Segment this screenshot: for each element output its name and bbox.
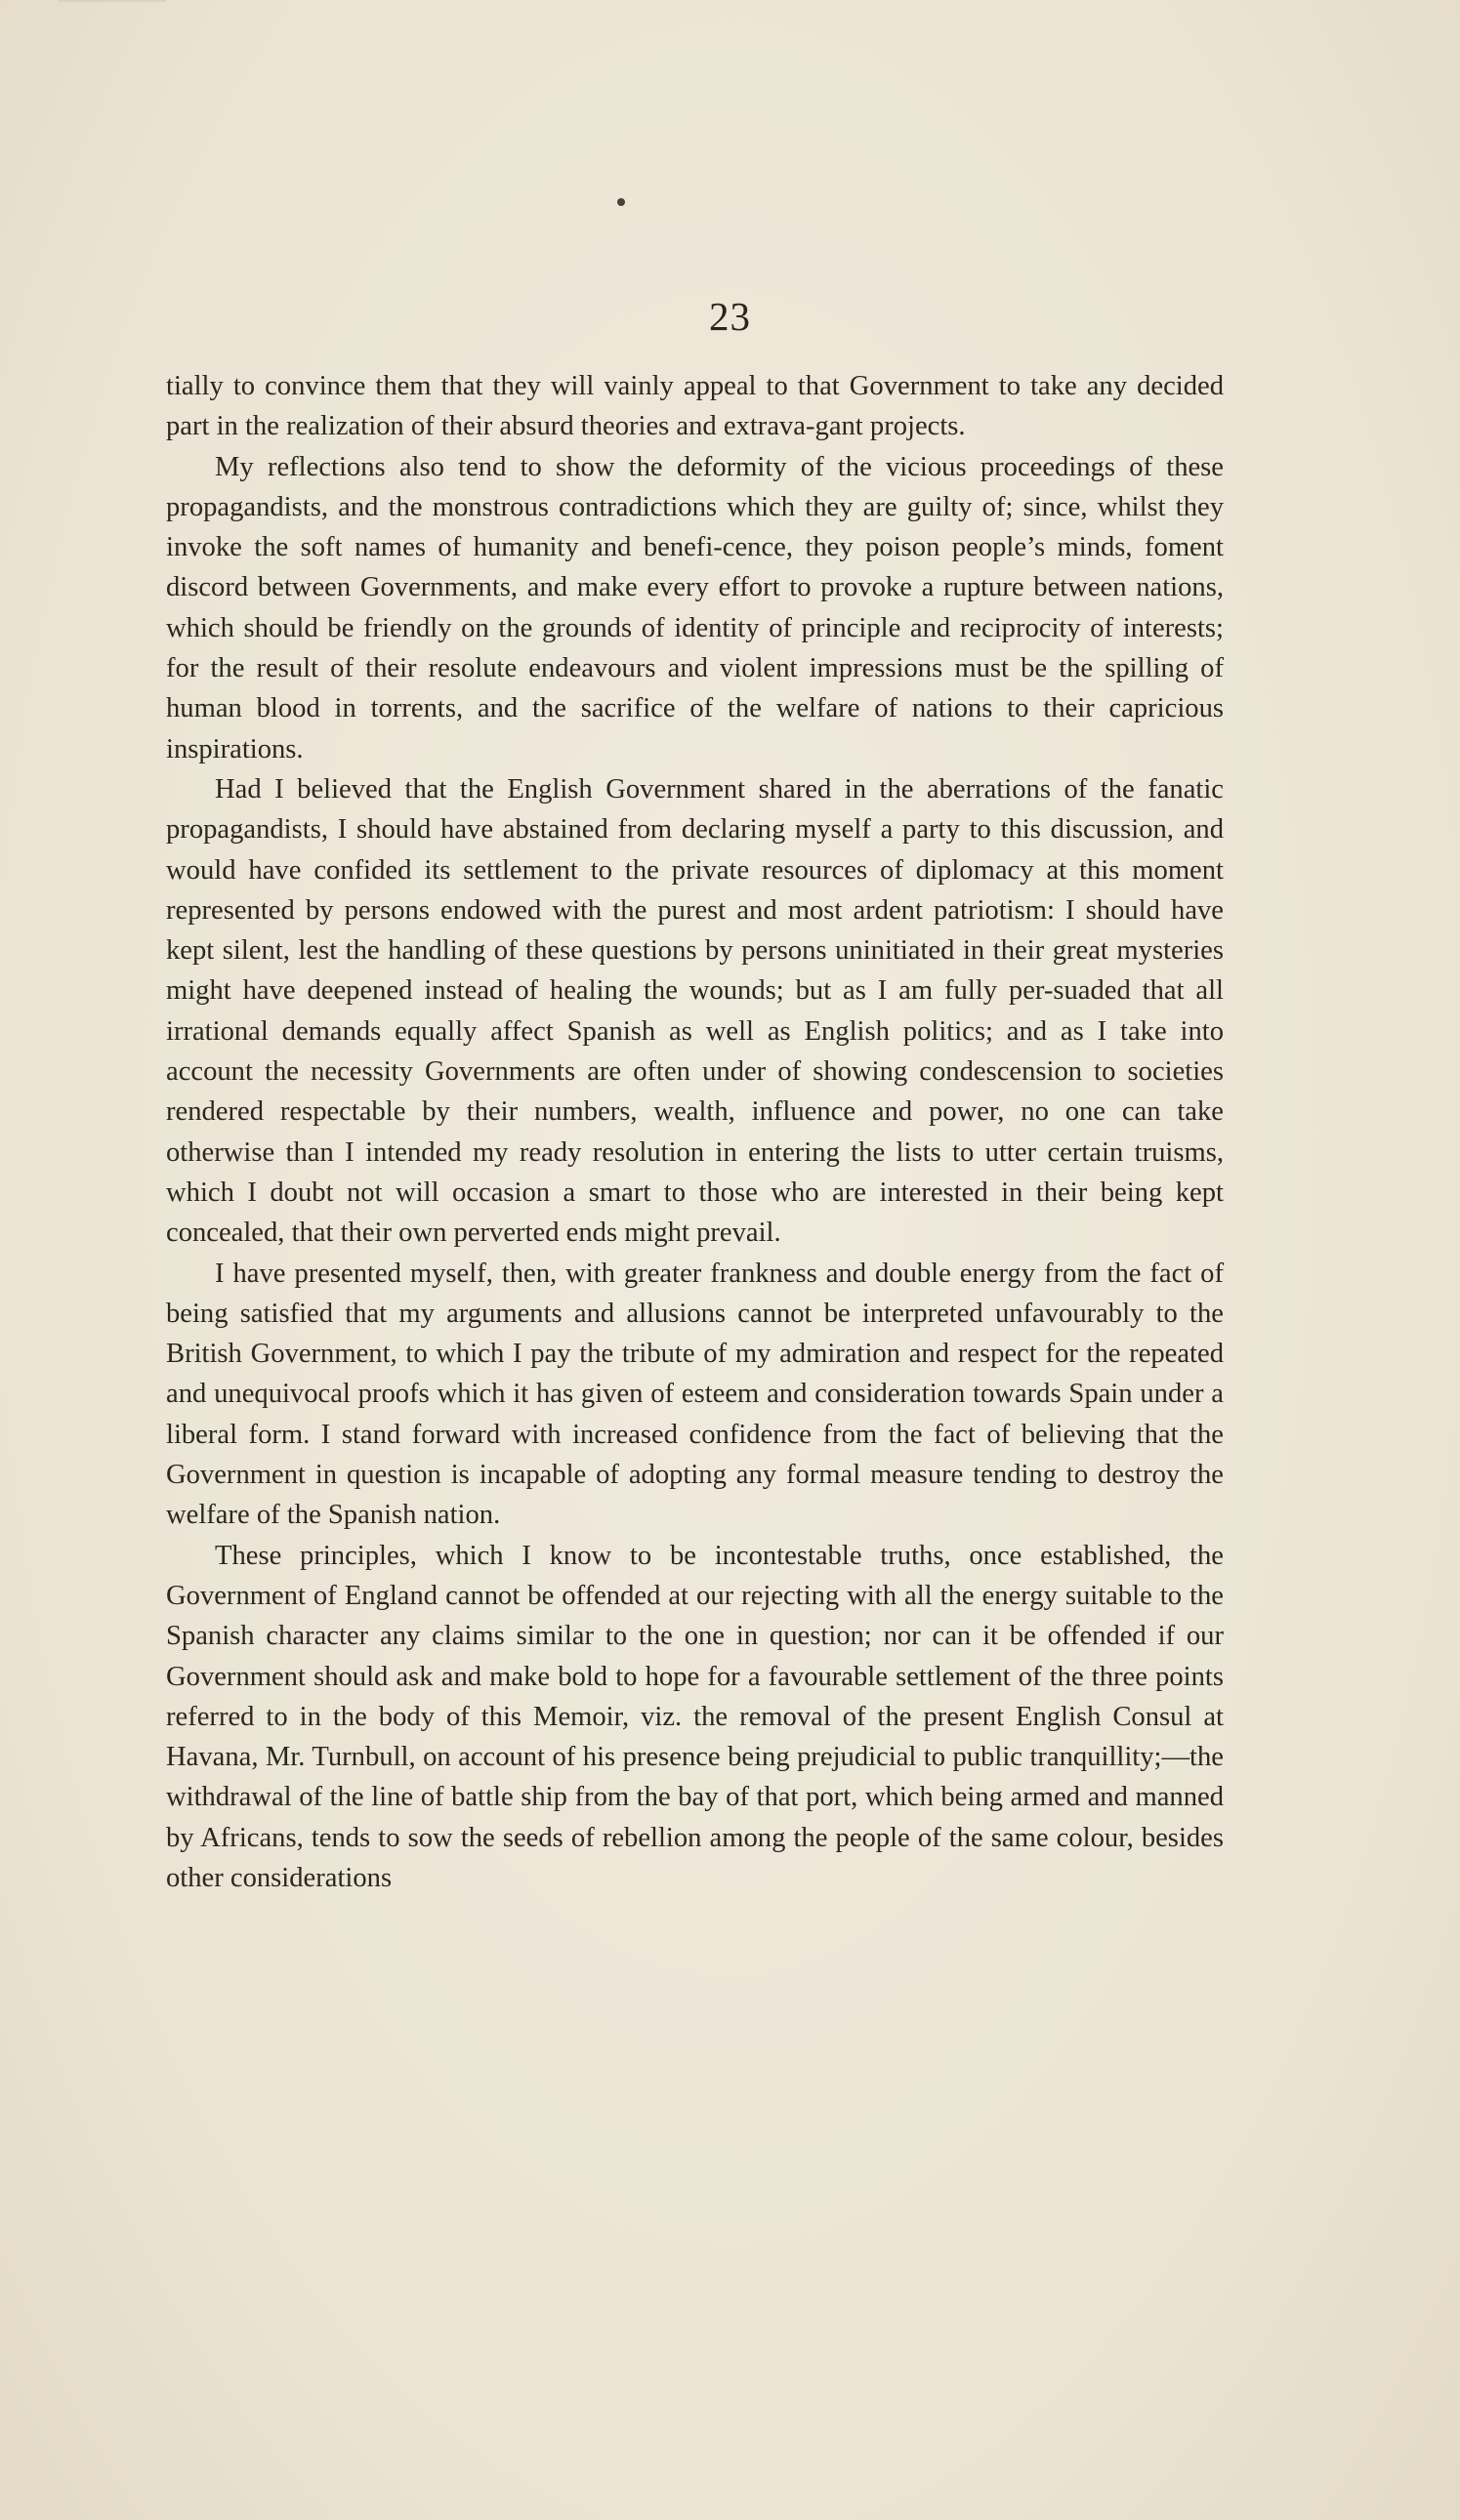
paragraph-1: tially to convince them that they will vainly appeal to that Government to take any decided part in the realization of their absurd theories and extrava-gant projects. [166,371,1224,442]
paragraph-4: I have presented myself, then, with greater frankness and double energy from the fact of being satisfied that my arguments and allusions cannot be interpreted unfavourably to the British Government, to which I pay the tribute of my admiration and respect for the repeated and unequivocal proofs which it has given of esteem and consideration towards Spain under a liberal form. I stand forward with increased confidence from the fact of believing that the Government in question is incapable of adopting any formal measure tending to destroy the welfare of the Spanish nation. [166,1258,1224,1531]
ink-dot [617,198,625,206]
page-number: 23 [709,294,751,339]
paragraph-2: My reflections also tend to show the deformity of the vicious proceedings of these propagandists, and the monstrous contradictions which they are guilty of; since, whilst they invoke the soft names of humanity and benefi-cence, they poison people’s minds, foment discord between Governments, and make every effort to provoke a rupture between nations, which should be friendly on the grounds of identity of principle and reciprocity of interests; for the result of their resolute endeavours and violent impressions must be the spilling of human blood in torrents, and the sacrifice of the welfare of nations to their capricious inspirations. [166,451,1224,764]
paragraph-5: These principles, which I know to be incontestable truths, once established, the Government of England cannot be offended at our rejecting with all the energy suitable to the Spanish character any claims similar to the one in question; nor can it be offended if our Government should ask and make bold to hope for a favourable settlement of the three points referred to in the body of this Memoir, viz. the removal of the present English Consul at Havana, Mr. Turnbull, on account of his presence being prejudicial to public tranquillity;—the withdrawal of the line of battle ship from the bay of that port, which being armed and manned by Africans, tends to sow the seeds of rebellion among the people of the same colour, besides other considerations [166,1540,1224,1893]
body-text [166,366,1224,1898]
page-edge-mark [59,0,166,16]
paragraph-3: Had I believed that the English Government shared in the aberrations of the fanatic propagandists, I should have abstained from declaring myself a party to this discussion, and would have confided its settlement to the private resources of diplomacy at this moment represented by persons endowed with the purest and most ardent patriotism: I should have kept silent, lest the handling of these questions by persons uninitiated in their great mysteries might have deepened instead of healing the wounds; but as I am fully per-suaded that all irrational demands equally affect Spanish as well as English politics; and as I take into account the necessity Governments are often under of showing condescension to societies rendered respectable by their numbers, wealth, influence and power, no one can take otherwise than I intended my ready resolution in entering the lists to utter certain truisms, which I doubt not will occasion a smart to those who are interested in their being kept concealed, that their own perverted ends might prevail. [166,773,1224,1249]
